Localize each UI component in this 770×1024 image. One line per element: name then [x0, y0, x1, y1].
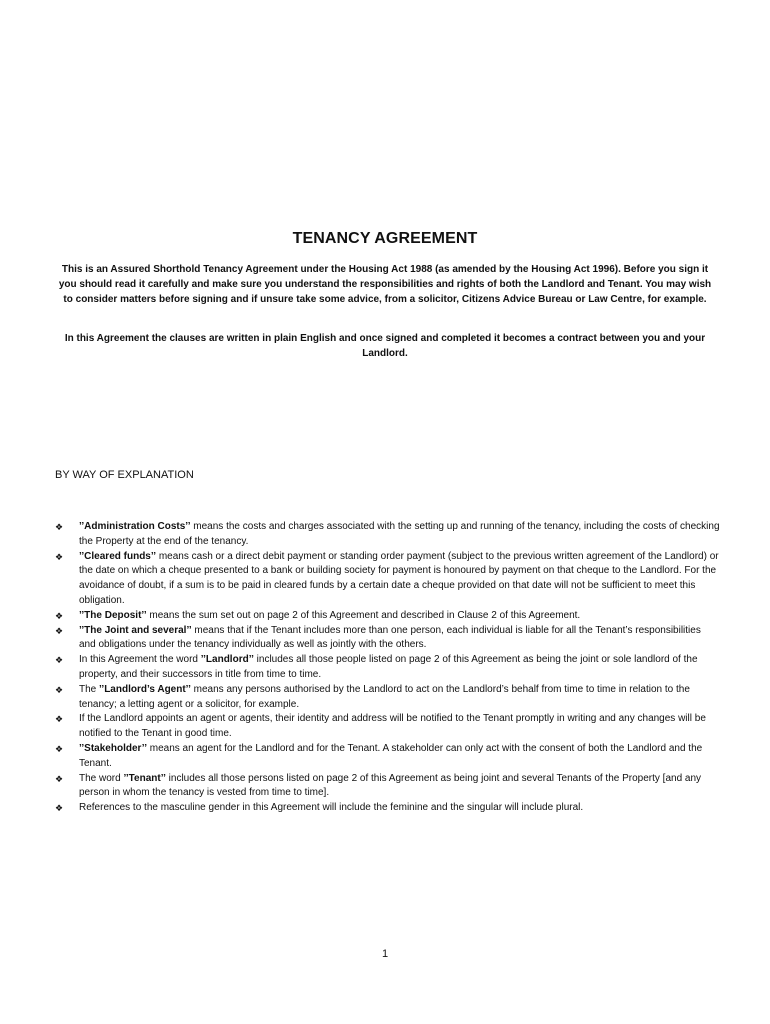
definition-term: ’’Administration Costs’’ [79, 521, 191, 532]
definition-term: ’’Landlord’s Agent’’ [99, 683, 191, 695]
definition-term: ’’Stakeholder’’ [79, 742, 147, 754]
list-item [55, 742, 720, 772]
list-item [55, 772, 720, 802]
definition-lead: The word [79, 772, 124, 784]
definition-text: means any persons authorised by the Landlord to act on the Landlord’s behalf from time to time in relation to the tenancy; a letting agent or a solicitor, for example. [79, 683, 690, 710]
definition-text: means that if the Tenant includes more than one person, each individual is liable for all the Tenant’s responsibilities and obligations under the tenancy individually as well as jointly with the others. [79, 624, 701, 651]
definition-lead: If the Landlord appoints an agent or agents, their identity and address will be notified to the Tenant promptly in writing and any changes will be notified to the Tenant in good time. [79, 713, 706, 740]
diamond-bullet-icon: ❖ [55, 803, 64, 814]
intro-paragraph-2: In this Agreement the clauses are written in plain English and once signed and completed it becomes a contract between you and your Landlord. [64, 333, 706, 359]
definition-lead: The [79, 683, 100, 695]
diamond-bullet-icon: ❖ [55, 610, 64, 621]
list-item [55, 801, 720, 816]
diamond-bullet-icon: ❖ [55, 773, 64, 784]
list-item [55, 609, 720, 624]
definition-text: means an agent for the Landlord and for the Tenant. A stakeholder can only act with the consent of both the Landlord and the Tenant. [79, 742, 703, 769]
definition-text: means cash or a direct debit payment or standing order payment (subject to the previous written agreement of the Landlord) or the date on which a cheque presented to a bank or building society for payment is honoured by payment on that cheque to the Landlord. For the avoidance of doubt, if a sum is to be paid in cleared funds by a certain date a cheque provided on that date will not be sufficient to meet this obligation. [79, 550, 719, 606]
page-number: 1 [381, 948, 389, 960]
definition-text: includes all those people listed on page 2 of this Agreement as being the joint or sole landlord of the property, and their successors in title from time to time. [79, 654, 698, 680]
definition-lead: In this Agreement the word [79, 654, 201, 666]
list-item [55, 550, 720, 609]
list-item [55, 683, 720, 713]
definitions-list [55, 520, 720, 816]
diamond-bullet-icon: ❖ [55, 684, 64, 695]
list-item [55, 520, 720, 550]
list-item [55, 653, 720, 683]
definition-term: ’’Tenant’’ [123, 772, 166, 784]
list-item [55, 712, 720, 742]
definition-text: means the sum set out on page 2 of this Agreement and described in Clause 2 of this Agreement. [146, 609, 581, 621]
definition-term: ’’The Joint and several’’ [79, 624, 192, 636]
definition-term: ’’Landlord’’ [200, 654, 254, 666]
diamond-bullet-icon: ❖ [55, 655, 64, 666]
diamond-bullet-icon: ❖ [55, 625, 64, 636]
definition-term: ’’Cleared funds’’ [79, 550, 157, 562]
section-heading: BY WAY OF EXPLANATION [55, 469, 194, 481]
diamond-bullet-icon: ❖ [55, 522, 64, 532]
definition-text: means the costs and charges associated with the setting up and running of the tenancy, including the costs of checking the Property at the end of the tenancy. [79, 521, 720, 547]
intro-paragraph-1: This is an Assured Shorthold Tenancy Agreement under the Housing Act 1988 (as amended by the Housing Act 1996). Before you sign it you should read it carefully and make sure you understand the responsibilities and rights of both the Landlord and Tenant. You may wish to consider matters before signing and if unsure take some advice, from a solicitor, Citizens Advice Bureau or Law Centre, for example. [58, 264, 712, 305]
definition-text: includes all those persons listed on page 2 of this Agreement as being joint and several Tenants of the Property [and any person in whom the tenancy is vested from time to time]. [79, 772, 702, 799]
diamond-bullet-icon: ❖ [55, 714, 64, 725]
diamond-bullet-icon: ❖ [55, 551, 64, 562]
list-item [55, 624, 720, 654]
document-title: TENANCY AGREEMENT [292, 230, 478, 247]
diamond-bullet-icon: ❖ [55, 743, 64, 754]
definition-lead: References to the masculine gender in this Agreement will include the feminine and the singular will include plural. [79, 802, 584, 814]
definition-term: ’’The Deposit’’ [79, 609, 147, 621]
